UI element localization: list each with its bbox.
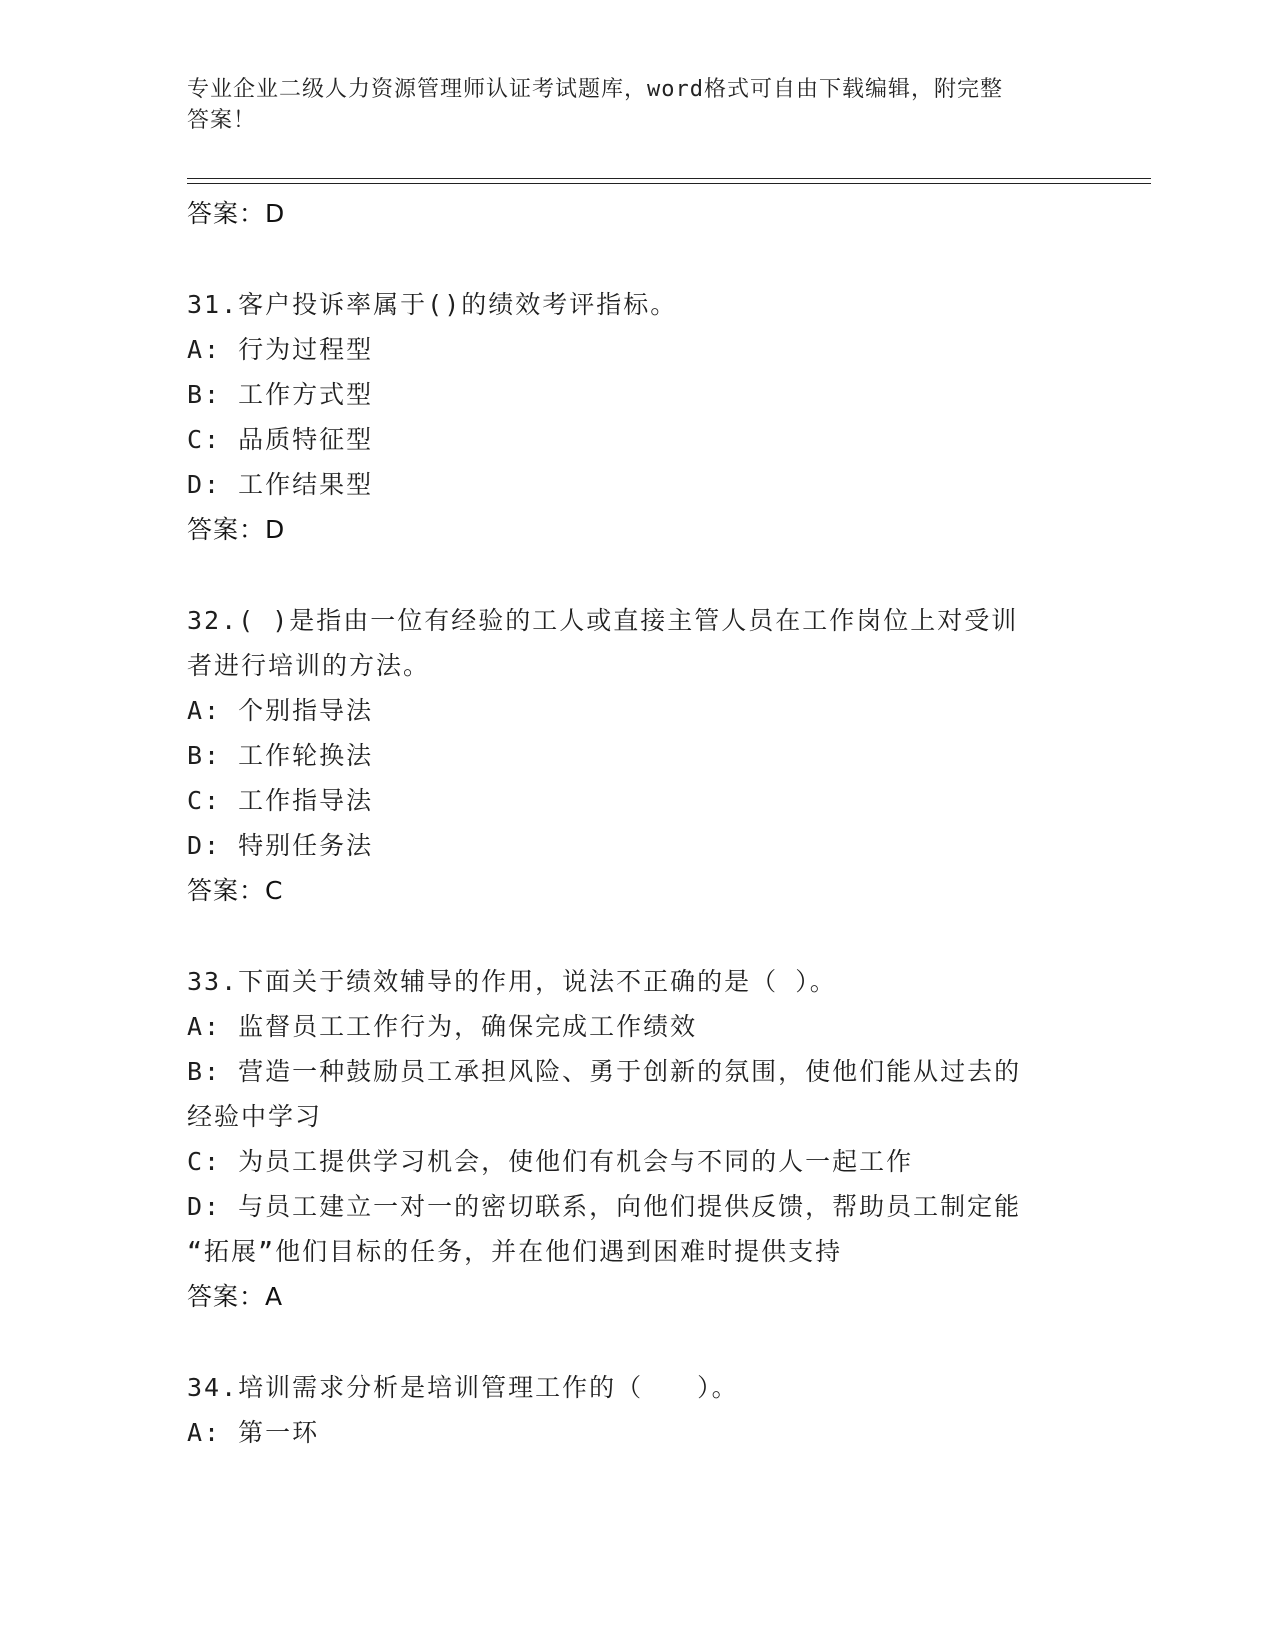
answer-line: 答案：C (187, 876, 284, 905)
option-b: B: 工作方式型 (187, 380, 374, 409)
page-header (187, 74, 1067, 136)
option-c: C: 品质特征型 (187, 425, 374, 454)
answer-line: 答案：D (187, 199, 286, 228)
option-d-continued: “拓展”他们目标的任务，并在他们遇到困难时提供支持 (187, 1237, 843, 1266)
question-32 (187, 598, 1087, 913)
question-33 (187, 959, 1087, 1319)
option-d: D: 与员工建立一对一的密切联系，向他们提供反馈，帮助员工制定能 (187, 1192, 1022, 1221)
option-b-continued: 经验中学习 (187, 1102, 323, 1131)
option-a: A: 个别指导法 (187, 696, 374, 725)
header-line-1: 专业企业二级人力资源管理师认证考试题库，word格式可自由下载编辑，附完整 (187, 77, 1003, 102)
question-stem: 32.( )是指由一位有经验的工人或直接主管人员在工作岗位上对受训 (187, 606, 1019, 635)
option-c: C: 为员工提供学习机会，使他们有机会与不同的人一起工作 (187, 1147, 914, 1176)
question-34 (187, 1365, 1087, 1455)
spacer (187, 1319, 1087, 1365)
option-d: D: 工作结果型 (187, 470, 374, 499)
spacer (187, 552, 1087, 598)
option-d: D: 特别任务法 (187, 831, 374, 860)
question-list (187, 191, 1087, 1455)
question-stem: 34.培训需求分析是培训管理工作的（ ）。 (187, 1373, 739, 1402)
option-b: B: 工作轮换法 (187, 741, 374, 770)
question-31 (187, 282, 1087, 552)
answer-line: 答案：D (187, 515, 286, 544)
option-a: A: 监督员工工作行为，确保完成工作绩效 (187, 1012, 698, 1041)
option-c: C: 工作指导法 (187, 786, 374, 815)
question-stem: 31.客户投诉率属于()的绩效考评指标。 (187, 290, 678, 319)
spacer (187, 913, 1087, 959)
question-stem: 33.下面关于绩效辅导的作用，说法不正确的是（ ）。 (187, 967, 837, 996)
option-b: B: 营造一种鼓励员工承担风险、勇于创新的氛围，使他们能从过去的 (187, 1057, 1022, 1086)
answer-line: 答案：A (187, 1282, 284, 1311)
header-rule-top (187, 178, 1151, 179)
spacer (187, 236, 1087, 282)
header-line-2: 答案！ (187, 108, 257, 133)
option-a: A: 第一环 (187, 1418, 320, 1447)
header-rule-bottom (187, 183, 1151, 184)
question-stem-continued: 者进行培训的方法。 (187, 651, 431, 680)
option-a: A: 行为过程型 (187, 335, 374, 364)
